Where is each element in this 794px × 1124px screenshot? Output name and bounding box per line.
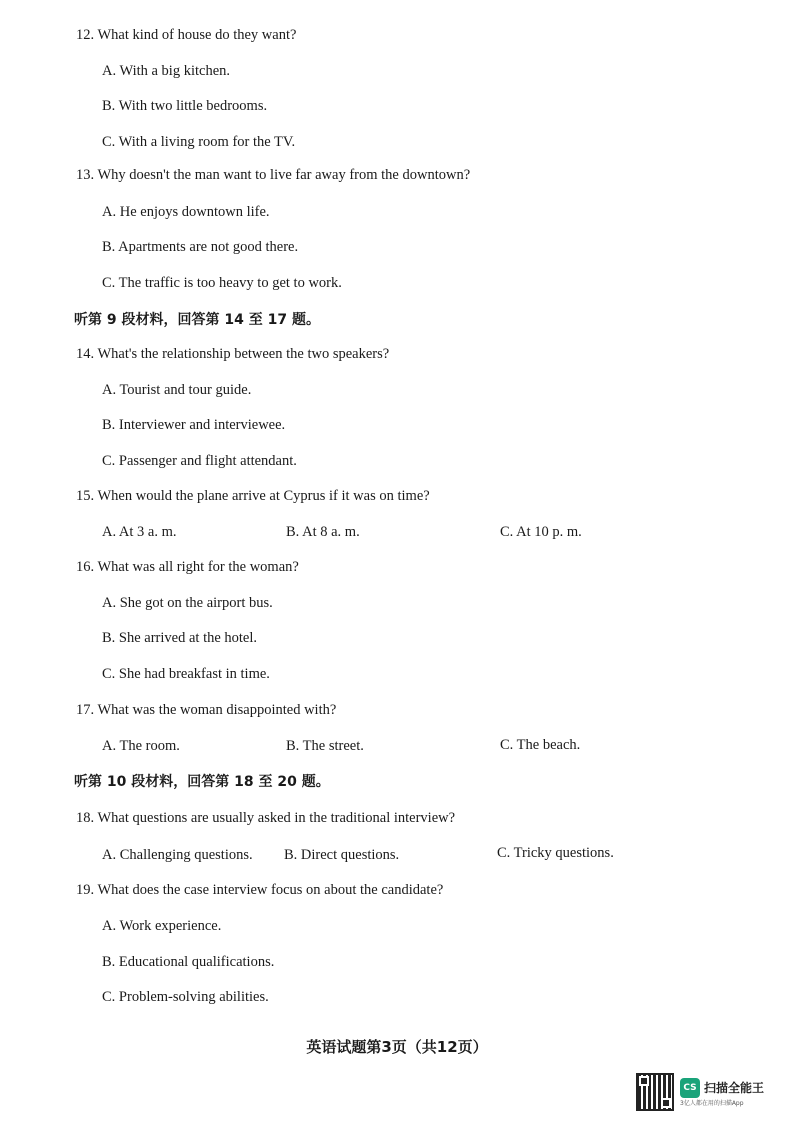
option-19-c: C. Problem-solving abilities. (102, 989, 269, 1005)
option-16-c: C. She had breakfast in time. (102, 666, 270, 682)
option-19-b: B. Educational qualifications. (102, 954, 275, 970)
section-heading-10: 听第 10 段材料，回答第 18 至 20 题。 (74, 774, 330, 790)
option-16-b: B. She arrived at the hotel. (102, 630, 258, 646)
question-18: 18. What questions are usually asked in the traditional interview? (76, 810, 456, 826)
question-16: 16. What was all right for the woman? (76, 559, 299, 575)
option-15-a: A. At 3 a. m. (102, 524, 177, 540)
option-15-b: B. At 8 a. m. (286, 524, 360, 540)
option-17-c: C. The beach. (500, 737, 581, 753)
option-19-a: A. Work experience. (102, 918, 222, 934)
option-13-c: C. The traffic is too heavy to get to work. (102, 275, 342, 291)
camscanner-logo-icon: CS (680, 1078, 700, 1098)
question-12: 12. What kind of house do they want? (76, 27, 297, 43)
option-17-a: A. The room. (102, 738, 180, 754)
option-12-b: B. With two little bedrooms. (102, 98, 268, 114)
watermark-brand: 扫描全能王 (704, 1081, 765, 1095)
option-12-c: C. With a living room for the TV. (102, 134, 296, 150)
question-17: 17. What was the woman disappointed with? (76, 702, 337, 718)
option-15-c: C. At 10 p. m. (500, 524, 582, 540)
section-heading-9: 听第 9 段材料，回答第 14 至 17 题。 (74, 312, 320, 328)
option-18-c: C. Tricky questions. (497, 845, 614, 861)
question-13: 13. Why doesn't the man want to live far away from the downtown? (76, 167, 471, 183)
option-17-b: B. The street. (286, 738, 364, 754)
option-14-c: C. Passenger and flight attendant. (102, 453, 297, 469)
question-14: 14. What's the relationship between the two speakers? (76, 346, 390, 362)
option-16-a: A. She got on the airport bus. (102, 595, 273, 611)
question-15: 15. When would the plane arrive at Cyprus if it was on time? (76, 488, 430, 504)
option-13-a: A. He enjoys downtown life. (102, 204, 270, 220)
watermark-subtitle: 3亿人都在用的扫描App (680, 1099, 744, 1107)
qr-code-icon (636, 1073, 674, 1111)
scanner-watermark (636, 1070, 786, 1114)
option-12-a: A. With a big kitchen. (102, 63, 231, 79)
page-footer: 英语试题第3页（共12页） (306, 1038, 488, 1056)
option-18-a: A. Challenging questions. (102, 847, 253, 863)
watermark-text (680, 1078, 764, 1107)
option-13-b: B. Apartments are not good there. (102, 239, 299, 255)
question-19: 19. What does the case interview focus on about the candidate? (76, 882, 444, 898)
option-18-b: B. Direct questions. (284, 847, 400, 863)
option-14-a: A. Tourist and tour guide. (102, 382, 252, 398)
option-14-b: B. Interviewer and interviewee. (102, 417, 286, 433)
